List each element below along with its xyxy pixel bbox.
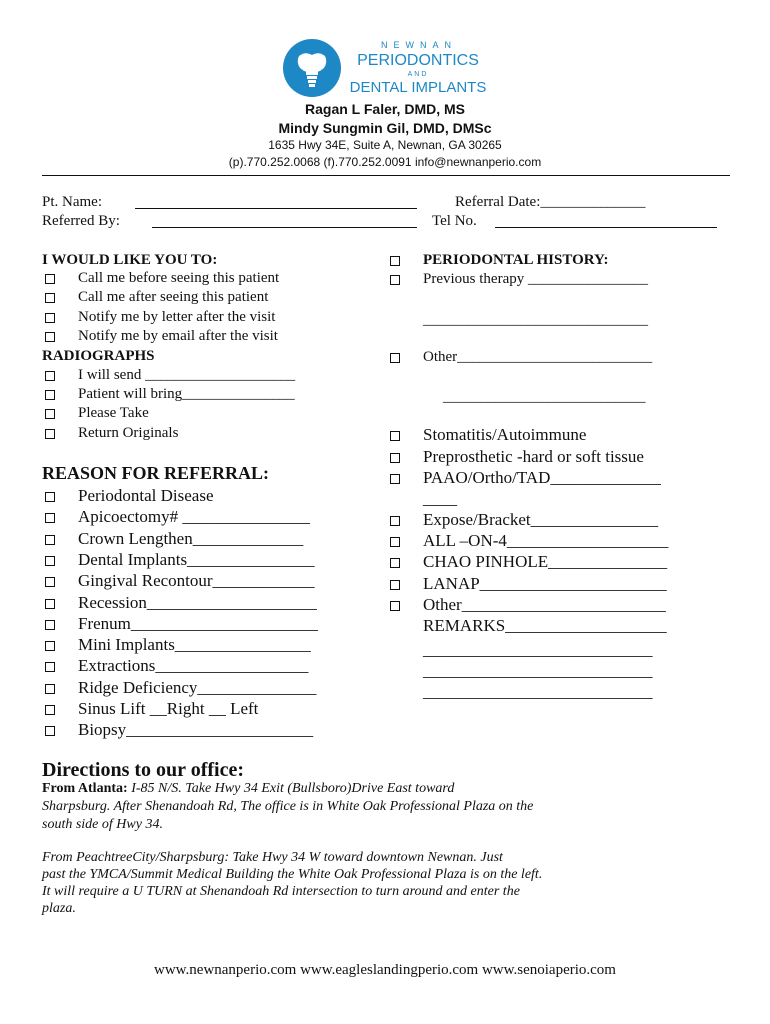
tooth-implant-icon: [282, 38, 342, 100]
option-patient-bring: Patient will bring_______________: [78, 386, 295, 402]
checkbox-right-2[interactable]: [390, 474, 400, 484]
option-call-before: Call me before seeing this patient: [78, 270, 280, 286]
checkbox-previous-therapy[interactable]: [390, 275, 400, 285]
referred-by-field[interactable]: [152, 227, 417, 228]
checkbox-reason-8[interactable]: [45, 662, 55, 672]
reason-option: Biopsy______________________: [78, 720, 314, 739]
patient-name-field[interactable]: [135, 208, 417, 209]
doctor-name-1: Ragan L Faler, DMD, MS: [305, 101, 465, 117]
checkbox-reason-5[interactable]: [45, 599, 55, 609]
practice-logo: [282, 38, 502, 98]
reason-option: Crown Lengthen_____________: [78, 529, 304, 548]
checkbox-reason-11[interactable]: [45, 726, 55, 736]
logo-line-and: AND: [407, 71, 429, 78]
right-option: PAAO/Ortho/TAD_____________: [423, 468, 661, 487]
directions-title: Directions to our office:: [42, 759, 244, 781]
directions-atlanta-line1: [42, 781, 454, 797]
directions-peachtree-line3: It will require a U TURN at Shenandoah Rd intersection to turn around and enter the: [42, 884, 520, 899]
checkbox-reason-3[interactable]: [45, 556, 55, 566]
checkbox-patient-bring[interactable]: [45, 390, 55, 400]
right-option: REMARKS___________________: [423, 616, 667, 635]
checkbox-right-0[interactable]: [390, 431, 400, 441]
like-section-title: I WOULD LIKE YOU TO:: [42, 252, 218, 268]
reason-option: Mini Implants________________: [78, 635, 311, 654]
right-option: ___________________________: [423, 682, 653, 701]
checkbox-right-7[interactable]: [390, 580, 400, 590]
checkbox-right-5[interactable]: [390, 537, 400, 547]
option-call-after: Call me after seeing this patient: [78, 289, 269, 305]
right-option: CHAO PINHOLE______________: [423, 552, 668, 571]
directions-peachtree-line2: past the YMCA/Summit Medical Building the White Oak Professional Plaza is on the left.: [42, 867, 543, 882]
logo-line-dental-implants: DENTAL IMPLANTS: [349, 79, 487, 96]
checkbox-please-take[interactable]: [45, 409, 55, 419]
option-return-originals: Return Originals: [78, 425, 179, 441]
right-option: Preprosthetic -hard or soft tissue: [423, 447, 644, 466]
checkbox-reason-2[interactable]: [45, 535, 55, 545]
option-will-send: I will send ____________________: [78, 367, 296, 383]
tel-no-label: Tel No.: [432, 213, 477, 229]
checkbox-reason-1[interactable]: [45, 513, 55, 523]
patient-name-label: Pt. Name:: [42, 194, 102, 210]
checkbox-call-after[interactable]: [45, 293, 55, 303]
practice-address: 1635 Hwy 34E, Suite A, Newnan, GA 30265: [268, 138, 502, 152]
checkbox-reason-7[interactable]: [45, 641, 55, 651]
directions-peachtree-line1: From PeachtreeCity/Sharpsburg: Take Hwy 34 W toward downtown Newnan. Just: [42, 850, 503, 865]
directions-atlanta-line3: south side of Hwy 34.: [42, 817, 163, 832]
option-please-take: Please Take: [78, 405, 149, 421]
reason-title: REASON FOR REFERRAL:: [42, 463, 270, 483]
option-notify-letter: Notify me by letter after the visit: [78, 309, 276, 325]
checkbox-right-6[interactable]: [390, 558, 400, 568]
directions-peachtree-line4: plaza.: [42, 901, 76, 916]
right-option: Stomatitis/Autoimmune: [423, 425, 587, 444]
right-option: ___________________________: [423, 661, 653, 680]
right-option: Expose/Bracket_______________: [423, 510, 659, 529]
option-notify-email: Notify me by email after the visit: [78, 328, 278, 344]
checkbox-return-originals[interactable]: [45, 429, 55, 439]
previous-therapy-blank: ______________________________: [423, 312, 648, 328]
other-history-blank: ___________________________: [443, 389, 646, 405]
option-previous-therapy: Previous therapy ________________: [423, 271, 648, 287]
checkbox-notify-letter[interactable]: [45, 313, 55, 323]
logo-line-newnan: NEWNAN: [381, 40, 457, 50]
referred-by-label: Referred By:: [42, 213, 120, 229]
checkbox-will-send[interactable]: [45, 371, 55, 381]
checkbox-reason-10[interactable]: [45, 705, 55, 715]
right-option: LANAP______________________: [423, 574, 667, 593]
reason-option: Extractions__________________: [78, 656, 309, 675]
checkbox-right-8[interactable]: [390, 601, 400, 611]
right-option: ____: [423, 489, 457, 508]
reason-option: Periodontal Disease: [78, 486, 214, 505]
reason-option: Dental Implants_______________: [78, 550, 315, 569]
tel-no-field[interactable]: [495, 227, 717, 228]
right-option: ___________________________: [423, 640, 653, 659]
referral-date-label: Referral Date:______________: [455, 194, 646, 210]
doctor-name-2: Mindy Sungmin Gil, DMD, DMSc: [278, 120, 492, 136]
checkbox-other-history[interactable]: [390, 353, 400, 363]
reason-option: Frenum______________________: [78, 614, 318, 633]
directions-atlanta-line2: Sharpsburg. After Shenandoah Rd, The office is in White Oak Professional Plaza on the: [42, 799, 534, 814]
checkbox-reason-9[interactable]: [45, 684, 55, 694]
checkbox-reason-6[interactable]: [45, 620, 55, 630]
checkbox-reason-4[interactable]: [45, 577, 55, 587]
reason-option: Ridge Deficiency______________: [78, 678, 317, 697]
right-option: Other________________________: [423, 595, 666, 614]
option-other-history: Other__________________________: [423, 349, 653, 365]
periodontal-history-title: PERIODONTAL HISTORY:: [423, 252, 609, 268]
footer-websites[interactable]: www.newnanperio.com www.eagleslandingperio.com www.senoiaperio.com: [154, 962, 616, 978]
header-divider: [42, 175, 730, 176]
practice-contact: (p).770.252.0068 (f).770.252.0091 info@newnanperio.com: [228, 155, 542, 169]
reason-option: Sinus Lift __Right __ Left: [78, 699, 259, 718]
radiographs-title: RADIOGRAPHS: [42, 348, 155, 364]
atlanta-label: From Atlanta:: [42, 781, 128, 796]
atlanta-text-1: I-85 N/S. Take Hwy 34 Exit (Bullsboro)Drive East toward: [127, 781, 455, 796]
checkbox-periodontal-history[interactable]: [390, 256, 400, 266]
checkbox-reason-0[interactable]: [45, 492, 55, 502]
right-option: ALL –ON-4___________________: [423, 531, 669, 550]
checkbox-right-1[interactable]: [390, 453, 400, 463]
checkbox-call-before[interactable]: [45, 274, 55, 284]
checkbox-notify-email[interactable]: [45, 332, 55, 342]
reason-option: Apicoectomy# _______________: [78, 507, 310, 526]
reason-option: Gingival Recontour____________: [78, 571, 315, 590]
checkbox-right-4[interactable]: [390, 516, 400, 526]
reason-option: Recession____________________: [78, 593, 317, 612]
logo-line-periodontics: PERIODONTICS: [357, 52, 479, 69]
